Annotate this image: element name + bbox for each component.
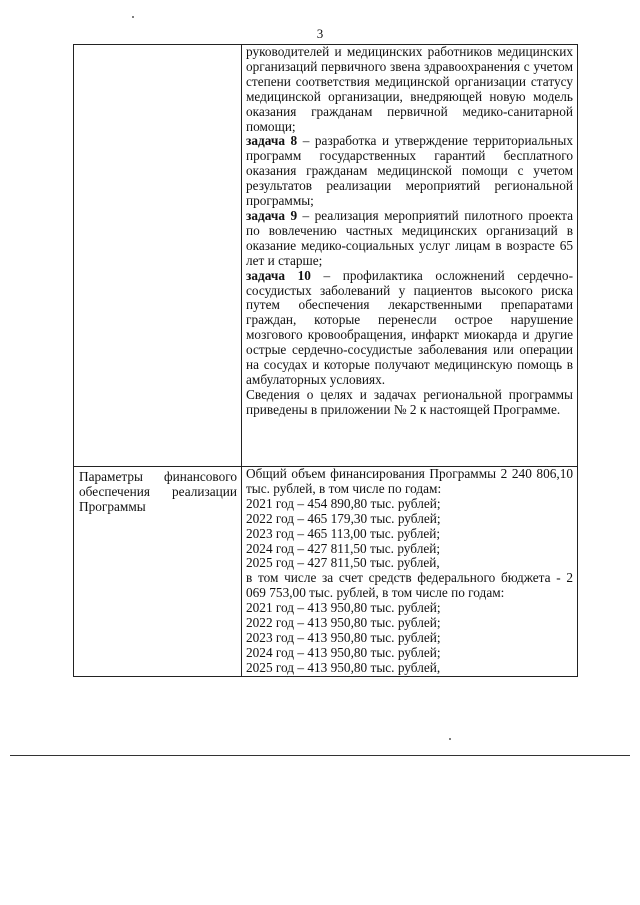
year-line: 2025 год – 413 950,80 тыс. рублей, [246, 659, 441, 675]
year-line: 2023 год – 465 113,00 тыс. рублей; [246, 525, 441, 541]
empty-label-cell [74, 45, 242, 467]
summary-paragraph: Сведения о целях и задачах региональной программы приведены в приложении № 2 к настоящей Программе. [246, 386, 573, 417]
year-line: 2025 год – 427 811,50 тыс. рублей, [246, 555, 440, 571]
task-8-text: – разработка и утверждение территориальных программ государственных гарантий бесплатного оказания гражданам медицинской помощи с учетом результатов реализации мероприятий региональной программы; [246, 133, 573, 209]
row-label [74, 45, 241, 47]
federal-financing: в том числе за счет средств федерального бюджета - 2 069 753,00 тыс. рублей, в том числе по годам: [246, 570, 573, 601]
year-line: 2023 год – 413 950,80 тыс. рублей; [246, 629, 441, 645]
task-9-paragraph [246, 209, 573, 269]
financing-label-cell [74, 467, 242, 677]
page-number: 3 [316, 26, 324, 41]
financing-cell [242, 467, 578, 677]
task-9-text: – реализация мероприятий пилотного проекта по вовлечению частных медицинских организаций в оказание медико-социальных услуг лицам в возрасте 65 лет и старше; [246, 207, 573, 268]
table-row [74, 45, 578, 467]
financing-label: Параметры финансового обеспечения реализации Программы [79, 469, 237, 514]
task-8-label: задача 8 [246, 133, 298, 149]
task-8-paragraph [246, 134, 573, 209]
total-financing: Общий объем финансирования Программы 2 240 806,10 тыс. рублей, в том числе по годам: [246, 466, 573, 496]
task-10-label: задача 10 [246, 267, 311, 283]
tasks-cell [242, 45, 578, 467]
year-line: 2021 год – 454 890,80 тыс. рублей; [246, 495, 441, 511]
page-bottom-rule [10, 755, 630, 756]
task-10-paragraph [246, 269, 573, 388]
intro-paragraph: руководителей и медицинских работников медицинских организаций первичного звена здравоохранения с учетом степени соответствия медицинской организации статусу медицинской организации, внедряющей новую модель оказания гражданам первичной медико-санитарной помощи; [246, 44, 573, 134]
scan-speck [449, 738, 451, 740]
year-line: 2022 год – 465 179,30 тыс. рублей; [246, 510, 441, 526]
scan-speck [132, 16, 134, 18]
year-line: 2024 год – 427 811,50 тыс. рублей; [246, 540, 441, 556]
year-line: 2024 год – 413 950,80 тыс. рублей; [246, 644, 441, 660]
table-row [74, 467, 578, 677]
program-passport-table [73, 44, 578, 677]
year-line: 2021 год – 413 950,80 тыс. рублей; [246, 600, 441, 616]
task-9-label: задача 9 [246, 207, 298, 223]
year-line: 2022 год – 413 950,80 тыс. рублей; [246, 615, 441, 631]
task-10-text: – профилактика осложнений сердечно-сосудистых заболеваний у пациентов высокого риска путем обеспечения лекарственными препаратами граждан, которые перенесли острое нарушение мозгового кровообращения, инфаркт миокарда и другие острые сердечно-сосудистые заболевания или операции на сосудах и которые получают медицинскую помощь в амбулаторных условиях. [246, 267, 573, 387]
